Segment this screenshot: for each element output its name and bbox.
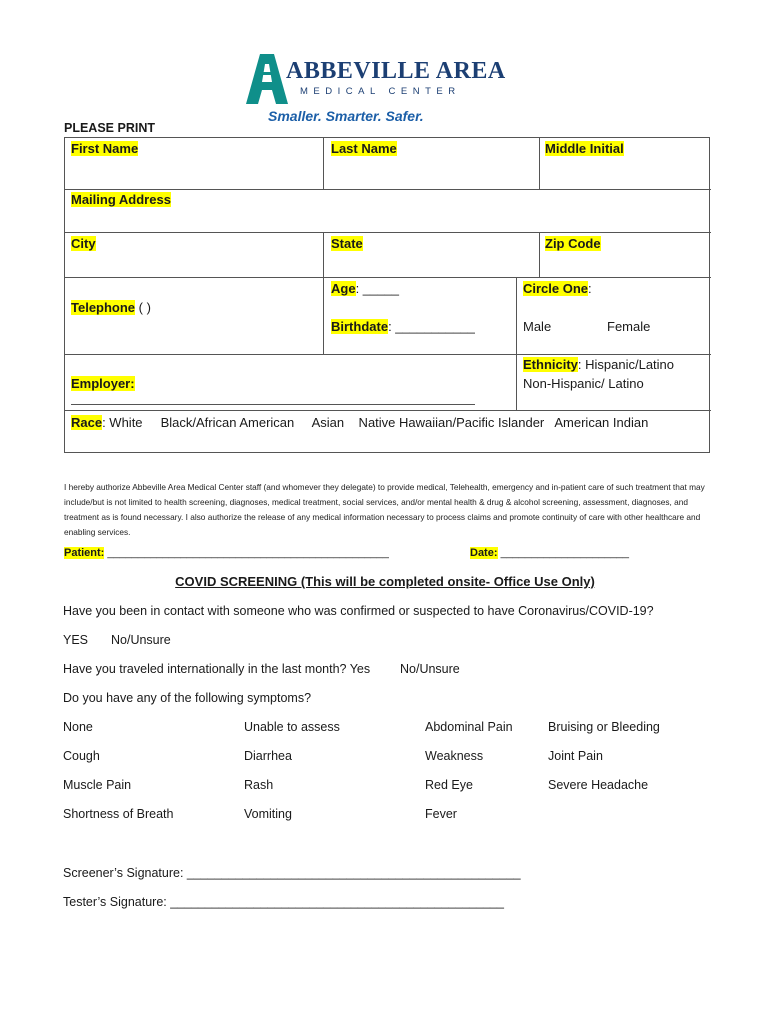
symptom-option[interactable]: Bruising or Bleeding	[548, 720, 660, 734]
symptoms-question: Do you have any of the following symptoms?	[63, 691, 312, 705]
symptom-option[interactable]: Weakness	[425, 749, 484, 763]
divider	[65, 232, 711, 233]
mailing-address-field[interactable]	[185, 190, 705, 230]
telephone-group	[71, 300, 151, 315]
patient-signature-line[interactable]	[64, 547, 389, 559]
telephone-label: Telephone	[71, 300, 136, 315]
please-print-label: PLEASE PRINT	[64, 121, 155, 135]
symptom-option[interactable]: None	[63, 720, 93, 734]
age-blank[interactable]: : _____	[355, 281, 399, 296]
last-name-field[interactable]	[324, 158, 539, 188]
symptom-option[interactable]: Shortness of Breath	[63, 807, 174, 821]
symptom-option[interactable]: Red Eye	[425, 778, 473, 792]
race-options[interactable]: : White Black/African American Asian Native Hawaiian/Pacific Islander American Indian	[102, 415, 649, 430]
divider	[65, 277, 711, 278]
first-name-label: First Name	[71, 141, 139, 156]
mailing-address-label: Mailing Address	[71, 192, 171, 207]
contact-question: Have you been in contact with someone who was confirmed or suspected to have Coronavirus/COVID-19?	[63, 604, 654, 618]
symptom-option[interactable]: Diarrhea	[244, 749, 292, 763]
zip-code-label: Zip Code	[545, 236, 601, 251]
male-option[interactable]: Male	[523, 319, 552, 334]
patient-signature-blank[interactable]: ______________________________________________	[104, 547, 389, 559]
tester-signature-line[interactable]: Tester’s Signature: ________________________________________________	[63, 895, 504, 909]
symptom-option[interactable]: Unable to assess	[244, 720, 340, 734]
race-label: Race	[71, 415, 103, 430]
middle-initial-field[interactable]	[540, 158, 710, 188]
logo-icon	[246, 54, 288, 104]
symptom-option[interactable]: Fever	[425, 807, 457, 821]
circle-one-group	[523, 281, 592, 296]
divider	[65, 410, 711, 411]
symptom-option[interactable]: Abdominal Pain	[425, 720, 513, 734]
birthdate-blank[interactable]: : ___________	[388, 319, 475, 334]
age-group	[331, 281, 399, 296]
symptom-option[interactable]: Muscle Pain	[63, 778, 132, 792]
date-line[interactable]	[470, 547, 629, 559]
birthdate-group	[331, 319, 475, 334]
date-label: Date:	[470, 547, 498, 559]
logo-tagline: Smaller. Smarter. Safer.	[268, 108, 424, 124]
telephone-area-code[interactable]: ( )	[138, 300, 151, 315]
circle-one-colon: :	[588, 281, 592, 296]
contact-yes-option[interactable]: YES	[63, 633, 89, 647]
circle-one-label: Circle One	[523, 281, 589, 296]
authorization-paragraph: I hereby authorize Abbeville Area Medical Center staff (and whomever they delegate) to provide medical, Telehealth, emergency and in-patient care of such treatment that may include/but is not limited to health screening, diagnoses, medical treatment, social services, and/or mental health & drug & alcohol screening, assessment, diagnoses, and treatment as is found necessary. I also authorize the release of any medical information necessary to process claims and promote continuity of care with other healthcare and enabling services.	[64, 482, 705, 537]
covid-screening-title: COVID SCREENING (This will be completed onsite- Office Use Only)	[175, 574, 595, 589]
symptom-option[interactable]: Severe Headache	[548, 778, 649, 792]
logo-title: ABBEVILLE AREA	[286, 58, 506, 84]
age-label: Age	[331, 281, 356, 296]
ethnicity-group	[523, 357, 674, 372]
city-label: City	[71, 236, 96, 251]
travel-no-unsure-option[interactable]: No/Unsure	[400, 662, 460, 676]
divider	[516, 277, 517, 410]
screener-signature-line[interactable]: Screener’s Signature: ________________________________________________	[63, 866, 521, 880]
patient-label: Patient:	[64, 547, 105, 559]
date-blank[interactable]: _____________________	[497, 547, 630, 559]
divider	[539, 232, 540, 277]
first-name-field[interactable]	[65, 158, 323, 188]
middle-initial-label: Middle Initial	[545, 141, 624, 156]
divider	[65, 354, 711, 355]
female-option[interactable]: Female	[607, 319, 651, 334]
symptom-option[interactable]: Joint Pain	[548, 749, 603, 763]
birthdate-label: Birthdate	[331, 319, 389, 334]
symptom-option[interactable]: Rash	[244, 778, 274, 792]
race-group	[71, 415, 648, 430]
ethnicity-label: Ethnicity	[523, 357, 578, 372]
symptom-option[interactable]: Vomiting	[244, 807, 292, 821]
contact-no-unsure-option[interactable]: No/Unsure	[111, 633, 171, 647]
divider	[323, 232, 324, 354]
last-name-label: Last Name	[331, 141, 397, 156]
logo-subtitle: MEDICAL CENTER	[300, 86, 461, 97]
state-label: State	[331, 236, 363, 251]
employer-underline	[71, 404, 475, 405]
travel-question[interactable]: Have you traveled internationally in the last month? Yes	[63, 662, 371, 676]
employer-field[interactable]	[145, 374, 475, 402]
patient-info-form	[64, 137, 710, 453]
employer-label: Employer:	[71, 376, 135, 391]
ethnicity-hispanic-option[interactable]: : Hispanic/Latino	[577, 357, 675, 372]
ethnicity-non-hispanic-option[interactable]: Non-Hispanic/ Latino	[523, 376, 644, 391]
symptom-option[interactable]: Cough	[63, 749, 100, 763]
